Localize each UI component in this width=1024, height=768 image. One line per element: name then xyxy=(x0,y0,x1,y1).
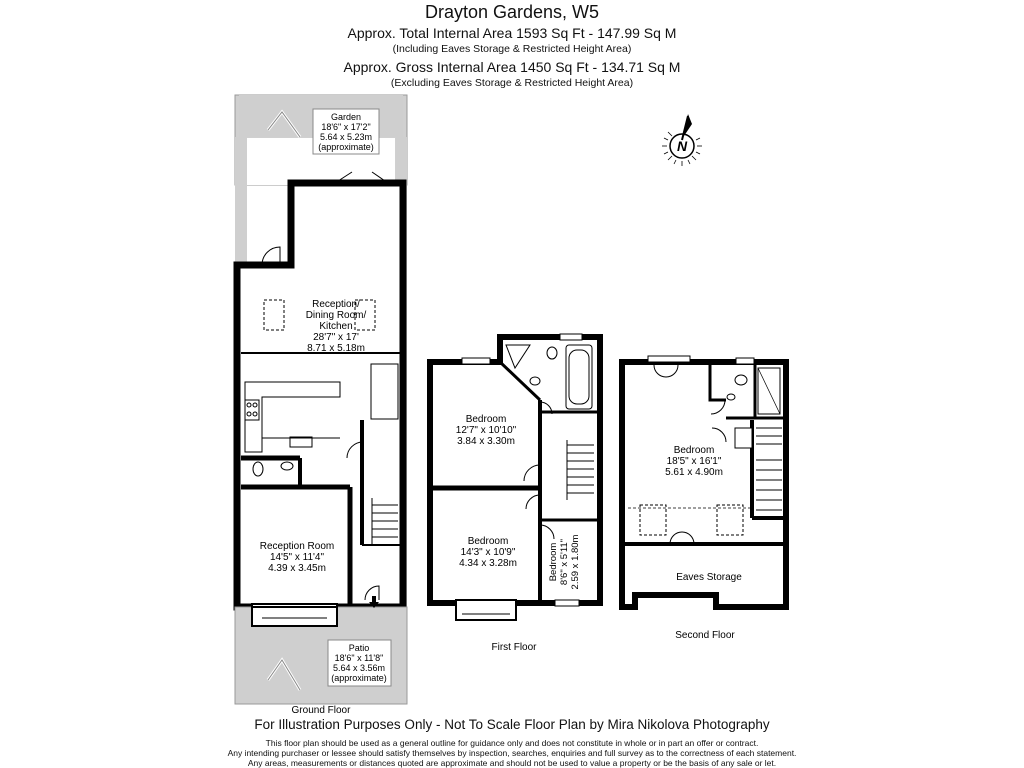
second-bedroom-name: Bedroom xyxy=(673,445,715,456)
second-floor-label: Second Floor xyxy=(675,630,735,641)
first-floor-label: First Floor xyxy=(491,642,537,653)
gross-internal-area: Approx. Gross Internal Area 1450 Sq Ft - 134.71 Sq M xyxy=(343,59,681,75)
bedroom-rear-name: Bedroom xyxy=(465,414,507,425)
second-floor-plan xyxy=(622,356,786,641)
total-internal-area: Approx. Total Internal Area 1593 Sq Ft - 147.99 Sq M xyxy=(347,25,677,41)
disclaimer-line-2: Any intending purchaser or lessee should satisfy themselves by inspection, searches, enquiries and full survey as to the correctness of each statement. xyxy=(227,748,797,758)
bedroom-small-name: Bedroom xyxy=(548,542,559,582)
second-bedroom-metric: 5.61 x 4.90m xyxy=(665,467,723,478)
ground-floor-plan xyxy=(235,95,407,716)
bedroom-front-imperial: 14'3" x 10'9" xyxy=(460,547,516,558)
bedroom-small-metric: 2.59 x 1.80m xyxy=(570,534,581,590)
gross-area-note: (Excluding Eaves Storage & Restricted Height Area) xyxy=(390,77,634,89)
disclaimer-line-1: This floor plan should be used as a general outline for guidance only and does not constitute in whole or in part an offer or contract. xyxy=(265,738,759,748)
reception-dining-line3: Kitchen xyxy=(319,321,353,332)
first-floor-plan xyxy=(430,334,600,653)
ground-floor-label: Ground Floor xyxy=(291,705,351,716)
total-area-note: (Including Eaves Storage & Restricted Height Area) xyxy=(392,43,632,55)
reception-dining-line2: Dining Room/ xyxy=(305,310,367,321)
reception-room-name: Reception Room xyxy=(259,541,335,552)
patio-name: Patio xyxy=(348,643,370,653)
disclaimer-line-3: Any areas, measurements or distances quoted are approximate and should not be used to value a property or be the basis of any sale or let. xyxy=(247,758,777,768)
bedroom-small-imperial: 8'6" x 5'11" xyxy=(559,538,570,586)
reception-room-imperial: 14'5" x 11'4" xyxy=(269,552,325,563)
patio-metric: 5.64 x 3.56m xyxy=(332,663,386,673)
bedroom-rear-metric: 3.84 x 3.30m xyxy=(457,436,515,447)
garden-metric: 5.64 x 5.23m xyxy=(319,132,373,142)
footer-credit: For Illustration Purposes Only - Not To Scale Floor Plan by Mira Nikolova Photography xyxy=(254,717,770,732)
garden-imperial: 18'6" x 17'2" xyxy=(321,122,371,132)
garden-note: (approximate) xyxy=(318,142,374,152)
second-bedroom-imperial: 18'5" x 16'1" xyxy=(666,456,722,467)
bedroom-front-name: Bedroom xyxy=(467,536,509,547)
bedroom-rear-imperial: 12'7" x 10'10" xyxy=(455,425,517,436)
compass-icon xyxy=(662,114,702,166)
reception-room-metric: 4.39 x 3.45m xyxy=(268,563,326,574)
page-title: Drayton Gardens, W5 xyxy=(424,2,600,22)
patio-imperial: 18'6" x 11'8" xyxy=(334,653,384,663)
compass-label: N xyxy=(676,138,688,154)
reception-dining-metric: 8.71 x 5.18m xyxy=(307,343,365,354)
reception-dining-line1: Reception/ xyxy=(312,299,360,310)
bedroom-front-metric: 4.34 x 3.28m xyxy=(459,558,517,569)
eaves-storage-name: Eaves Storage xyxy=(676,572,742,583)
patio-note: (approximate) xyxy=(331,673,387,683)
reception-dining-imperial: 28'7" x 17' xyxy=(313,332,359,343)
garden-name: Garden xyxy=(330,112,362,122)
